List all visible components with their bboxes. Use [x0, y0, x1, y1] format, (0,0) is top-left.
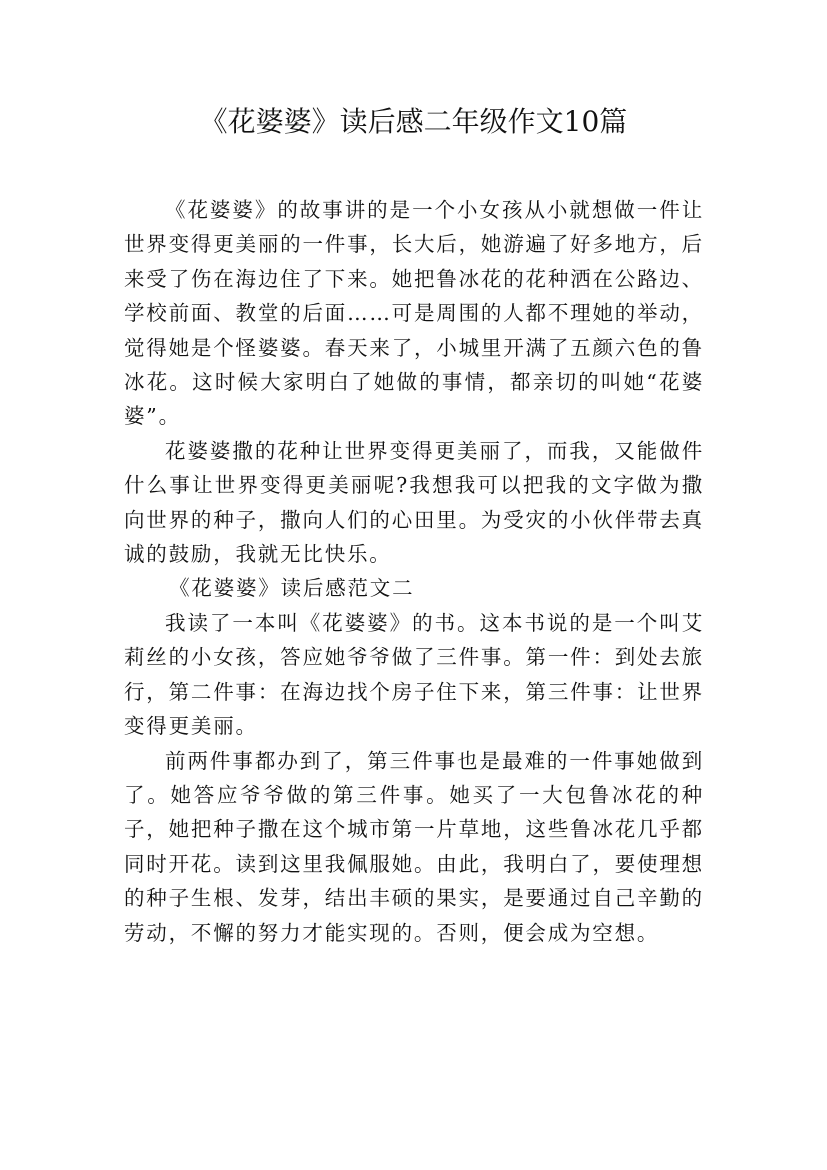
paragraph-4: 前两件事都办到了，第三件事也是最难的一件事她做到了。她答应爷爷做的第三件事。她买了一大包鲁冰花的种子，她把种子撒在这个城市第一片草地，这些鲁冰花几乎都同时开花。读到这里我佩服她。由此，我明白了，要使理想的种子生根、发芽，结出丰硕的果实，是要通过自己辛勤的劳动，不懈的努力才能实现的。否则，便会成为空想。 — [124, 748, 704, 945]
paragraph-3: 我读了一本叫《花婆婆》的书。这本书说的是一个叫艾莉丝的小女孩，答应她爷爷做了三件事。第一件：到处去旅行，第二件事：在海边找个房子住下来，第三件事：让世界变得更美丽。 — [124, 610, 704, 739]
document-title: 《花婆婆》读后感二年级作文10篇 — [199, 105, 628, 138]
paragraph-2: 花婆婆撒的花种让世界变得更美丽了，而我，又能做件什么事让世界变得更美丽呢?我想我可以把我的文字做为撒向世界的种子，撒向人们的心田里。为受灾的小伙伴带去真诚的鼓励，我就无比快乐。 — [124, 438, 704, 567]
section-subheading: 《花婆婆》读后感范文二 — [169, 576, 415, 601]
document-body — [124, 193, 704, 950]
paragraph-1: 《花婆婆》的故事讲的是一个小女孩从小就想做一件让世界变得更美丽的一件事，长大后，她游遍了好多地方，后来受了伤在海边住了下来。她把鲁冰花的花种洒在公路边、学校前面、教堂的后面……可是周围的人都不理她的举动，觉得她是个怪婆婆。春天来了，小城里开满了五颜六色的鲁冰花。这时候大家明白了她做的事情，都亲切的叫她“花婆婆”。 — [124, 198, 704, 429]
